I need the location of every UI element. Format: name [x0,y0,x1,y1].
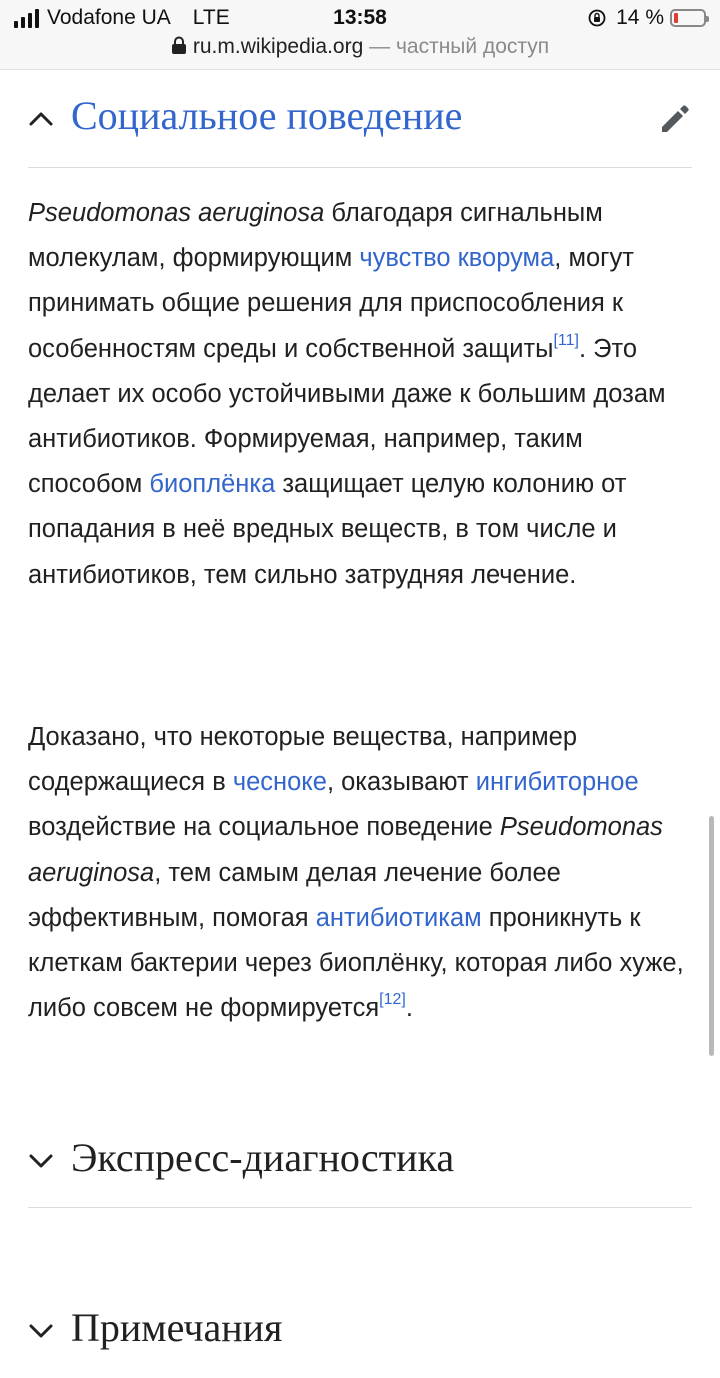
chevron-up-icon[interactable] [28,106,54,132]
species-name: Pseudomonas aeruginosa [28,199,325,227]
network-type: LTE [192,6,230,29]
paragraph-2 [28,715,692,1031]
link-inhibitory[interactable]: ингибиторное [475,768,639,797]
url-domain: ru.m.wikipedia.org [192,35,364,58]
text-segment: Доказано, что некоторые вещества, например содержащиеся в [28,723,578,797]
padlock-icon [171,36,187,55]
battery-percent: 14 % [616,6,664,29]
text-segment: защищает целую колонию от попадания в неё вредных веществ, в том числе и антибиотиков, тем сильно затрудняя лечение. [28,470,627,589]
chevron-down-icon[interactable] [28,1318,54,1344]
text-segment: , тем самым делая лечение более эффективным, помогая [28,858,561,932]
private-mode-label: — частный доступ [369,35,550,58]
status-right [588,6,706,30]
pencil-icon[interactable] [658,102,692,136]
species-name: Pseudomonas aeruginosa [28,813,663,887]
text-segment: благодаря сигнальным молекулам, формирующим [28,199,603,273]
section-header-notes[interactable] [28,1280,692,1378]
rotation-lock-icon [588,9,606,27]
link-quorum-sensing[interactable]: чувство кворума [359,244,555,273]
chevron-down-icon[interactable] [28,1148,54,1174]
battery-icon [670,9,706,27]
text-segment: , оказывают [326,768,476,797]
section-header-social-behavior[interactable] [28,70,692,168]
paragraph-1 [28,191,692,598]
address-bar[interactable] [0,35,720,59]
reference-11[interactable]: [11] [553,331,579,349]
text-segment: проникнуть к клеткам бактерии через биоплёнку, которая либо хуже, либо совсем не формируется [28,903,684,1023]
scrollbar[interactable] [709,816,714,1056]
battery-level [674,13,678,23]
link-garlic[interactable]: чесноке [232,768,327,797]
status-time: 13:58 [333,6,387,29]
text-segment: . [405,994,413,1023]
text-segment: воздействие на социальное поведение [28,813,500,842]
carrier-name: Vodafone UA [47,6,171,29]
link-biofilm[interactable]: биоплёнка [149,470,276,499]
section-title[interactable]: Социальное поведение [71,93,463,138]
article-content [28,70,692,1350]
link-antibiotics[interactable]: антибиотикам [315,903,482,932]
reference-12[interactable]: [12] [379,991,406,1009]
section-title[interactable]: Примечания [71,1305,283,1350]
text-segment: , могут принимать общие решения для приспособления к особенностям среды и собственной защиты [28,244,634,363]
text-segment: . Это делает их особо устойчивыми даже к большим дозам антибиотиков. Формируемая, например, таким способом [28,334,666,499]
status-bar [0,0,720,70]
section-header-express-diagnostics[interactable] [28,1110,692,1208]
section-title[interactable]: Экспресс-диагностика [71,1135,455,1180]
